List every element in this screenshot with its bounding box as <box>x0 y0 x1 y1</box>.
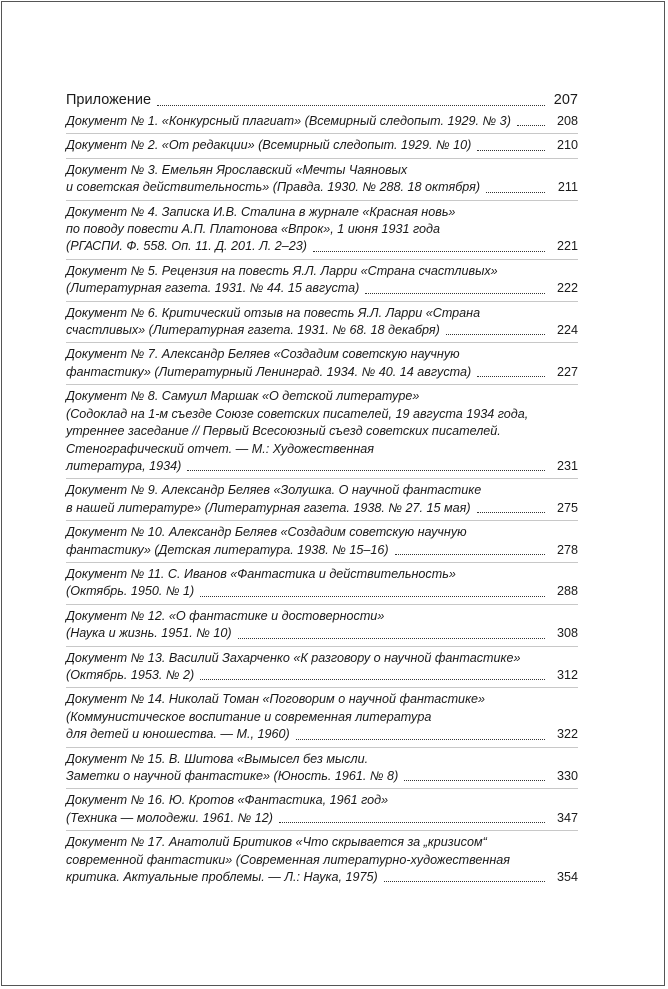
toc-entry[interactable] <box>66 608 578 643</box>
entry-separator <box>66 646 578 647</box>
entry-page-number: 347 <box>556 810 578 825</box>
entry-page-number: 211 <box>557 180 578 195</box>
entry-last-line <box>66 625 578 642</box>
entry-line: и советская действительность» (Правда. 1930. № 288. 18 октября) <box>66 180 481 195</box>
entry-line: Документ № 9. Александр Беляев «Золушка. О научной фантастике <box>66 483 482 498</box>
entry-line: Документ № 6. Критический отзыв на повесть Я.Л. Ларри «Страна <box>66 305 481 320</box>
entry-last-line <box>66 726 578 743</box>
toc-entries <box>66 113 578 886</box>
leader-dots <box>477 376 545 377</box>
entry-line: Документ № 5. Рецензия на повесть Я.Л. Ларри «Страна счастливых» <box>66 263 498 278</box>
entry-page-number: 288 <box>556 584 578 599</box>
toc-entry[interactable] <box>66 204 578 256</box>
entry-line: Стенографический отчет. — М.: Художественная <box>66 441 375 456</box>
leader-dots <box>477 512 545 513</box>
entry-page-number: 278 <box>556 542 578 557</box>
leader-dots <box>384 881 545 882</box>
entry-line: Документ № 4. Записка И.В. Сталина в журнале «Красная новь» <box>66 204 456 219</box>
entry-page-number: 208 <box>556 114 578 128</box>
toc-entry[interactable] <box>66 162 578 197</box>
entry-last-line <box>66 137 578 154</box>
entry-separator <box>66 342 578 343</box>
entry-page-number: 210 <box>556 138 578 153</box>
entry-line: Документ № 17. Анатолий Бритиков «Что скрывается за „кризисом“ <box>66 835 487 850</box>
entry-line: Документ № 12. «О фантастике и достоверности» <box>66 608 385 623</box>
entry-line: Документ № 1. «Конкурсный плагиат» (Всемирный следопыт. 1929. № 3) <box>66 114 511 128</box>
toc-entry[interactable] <box>66 566 578 601</box>
heading-page-number: 207 <box>553 92 578 108</box>
entry-line: Документ № 10. Александр Беляев «Создадим советскую научную <box>66 525 467 540</box>
entry-last-line <box>66 280 578 297</box>
toc-entry[interactable] <box>66 482 578 517</box>
entry-line: для детей и юношества. — М., 1960) <box>66 727 290 742</box>
leader-dots <box>365 293 545 294</box>
entry-last-line <box>66 238 578 255</box>
heading-title: Приложение <box>66 92 152 108</box>
entry-separator <box>66 604 578 605</box>
entry-page-number: 275 <box>556 500 578 515</box>
toc-entry[interactable] <box>66 792 578 827</box>
entry-page-number: 224 <box>556 323 578 338</box>
entry-line: (РГАСПИ. Ф. 558. Оп. 11. Д. 201. Л. 2–23) <box>66 239 307 254</box>
entry-line: современной фантастики» (Современная литературно-художественная <box>66 852 511 867</box>
leader-dots <box>157 105 545 106</box>
entry-last-line <box>66 542 578 559</box>
entry-separator <box>66 133 578 134</box>
leader-dots <box>238 638 545 639</box>
toc-entry[interactable] <box>66 137 578 154</box>
entry-separator <box>66 259 578 260</box>
entry-line: счастливых» (Литературная газета. 1931. № 68. 18 декабря) <box>66 323 440 338</box>
entry-page-number: 227 <box>556 364 578 379</box>
entry-last-line <box>66 364 578 381</box>
leader-dots <box>187 470 545 471</box>
toc-heading <box>66 90 578 110</box>
entry-page-number: 322 <box>556 727 578 742</box>
entry-separator <box>66 200 578 201</box>
entry-line: Документ № 14. Николай Томан «Поговорим о научной фантастике» <box>66 692 486 707</box>
entry-separator <box>66 788 578 789</box>
entry-last-line <box>66 869 578 886</box>
entry-line: Документ № 15. В. Шитова «Вымысел без мысли. <box>66 751 369 766</box>
toc-entry[interactable] <box>66 388 578 475</box>
entry-line: в нашей литературе» (Литературная газета. 1938. № 27. 15 мая) <box>66 500 471 515</box>
toc-entry[interactable] <box>66 751 578 786</box>
entry-separator <box>66 747 578 748</box>
entry-last-line <box>66 113 578 130</box>
entry-line: Документ № 11. С. Иванов «Фантастика и действительность» <box>66 566 456 581</box>
entry-separator <box>66 478 578 479</box>
leader-dots <box>296 739 545 740</box>
entry-page-number: 231 <box>556 458 578 473</box>
toc-entry[interactable] <box>66 650 578 685</box>
entry-line: критика. Актуальные проблемы. — Л.: Наука, 1975) <box>66 870 378 885</box>
leader-dots <box>446 334 545 335</box>
leader-dots <box>404 780 545 781</box>
toc-entry[interactable] <box>66 113 578 130</box>
table-of-contents <box>66 90 578 889</box>
entry-line: по поводу повести А.П. Платонова «Впрок», 1 июня 1931 года <box>66 222 440 237</box>
entry-line: Документ № 13. Василий Захарченко «К разговору о научной фантастике» <box>66 650 521 665</box>
leader-dots <box>517 125 545 126</box>
entry-line: (Содоклад на 1-м съезде Союзе советских писателей, 19 августа 1934 года, <box>66 406 529 421</box>
toc-entry[interactable] <box>66 691 578 743</box>
entry-line: фантастику» (Детская литература. 1938. № 15–16) <box>66 542 389 557</box>
entry-line: (Наука и жизнь. 1951. № 10) <box>66 626 232 641</box>
entry-page-number: 308 <box>556 626 578 641</box>
entry-page-number: 312 <box>556 667 578 682</box>
entry-line: Документ № 8. Самуил Маршак «О детской литературе» <box>66 389 420 404</box>
entry-page-number: 330 <box>556 769 578 783</box>
toc-entry[interactable] <box>66 346 578 381</box>
entry-line: Документ № 16. Ю. Кротов «Фантастика, 1961 год» <box>66 793 389 808</box>
leader-dots <box>486 192 545 193</box>
toc-entry[interactable] <box>66 305 578 340</box>
entry-line: Документ № 2. «От редакции» (Всемирный следопыт. 1929. № 10) <box>66 138 472 153</box>
entry-last-line <box>66 810 578 827</box>
leader-dots <box>395 554 545 555</box>
leader-dots <box>200 679 545 680</box>
entry-line: литература, 1934) <box>66 458 182 473</box>
leader-dots <box>279 822 545 823</box>
entry-last-line <box>66 583 578 600</box>
entry-last-line <box>66 667 578 684</box>
leader-dots <box>313 251 545 252</box>
toc-entry[interactable] <box>66 263 578 298</box>
toc-entry[interactable] <box>66 524 578 559</box>
entry-separator <box>66 384 578 385</box>
entry-line: утреннее заседание // Первый Всесоюзный съезд советских писателей. <box>66 424 501 439</box>
entry-line: Заметки о научной фантастике» (Юность. 1961. № 8) <box>66 769 399 783</box>
entry-separator <box>66 830 578 831</box>
entry-line: Документ № 7. Александр Беляев «Создадим советскую научную <box>66 347 460 362</box>
entry-line: (Октябрь. 1953. № 2) <box>66 667 195 682</box>
entry-separator <box>66 301 578 302</box>
entry-last-line <box>66 500 578 517</box>
entry-separator <box>66 562 578 563</box>
entry-page-number: 354 <box>556 870 578 885</box>
entry-separator <box>66 158 578 159</box>
entry-separator <box>66 687 578 688</box>
entry-line: фантастику» (Литературный Ленинград. 1934. № 40. 14 августа) <box>66 364 472 379</box>
entry-page-number: 222 <box>556 281 578 296</box>
entry-last-line <box>66 322 578 339</box>
entry-separator <box>66 520 578 521</box>
entry-last-line <box>66 179 578 196</box>
entry-page-number: 221 <box>556 239 578 254</box>
entry-line: (Октябрь. 1950. № 1) <box>66 584 195 599</box>
leader-dots <box>477 150 545 151</box>
leader-dots <box>200 596 545 597</box>
entry-line: Документ № 3. Емельян Ярославский «Мечты Чаяновых <box>66 162 408 177</box>
entry-line: (Техника — молодежи. 1961. № 12) <box>66 810 274 825</box>
toc-entry[interactable] <box>66 834 578 886</box>
entry-last-line <box>66 458 578 475</box>
entry-line: (Коммунистическое воспитание и современная литература <box>66 709 432 724</box>
entry-last-line <box>66 768 578 785</box>
entry-line: (Литературная газета. 1931. № 44. 15 августа) <box>66 281 360 296</box>
